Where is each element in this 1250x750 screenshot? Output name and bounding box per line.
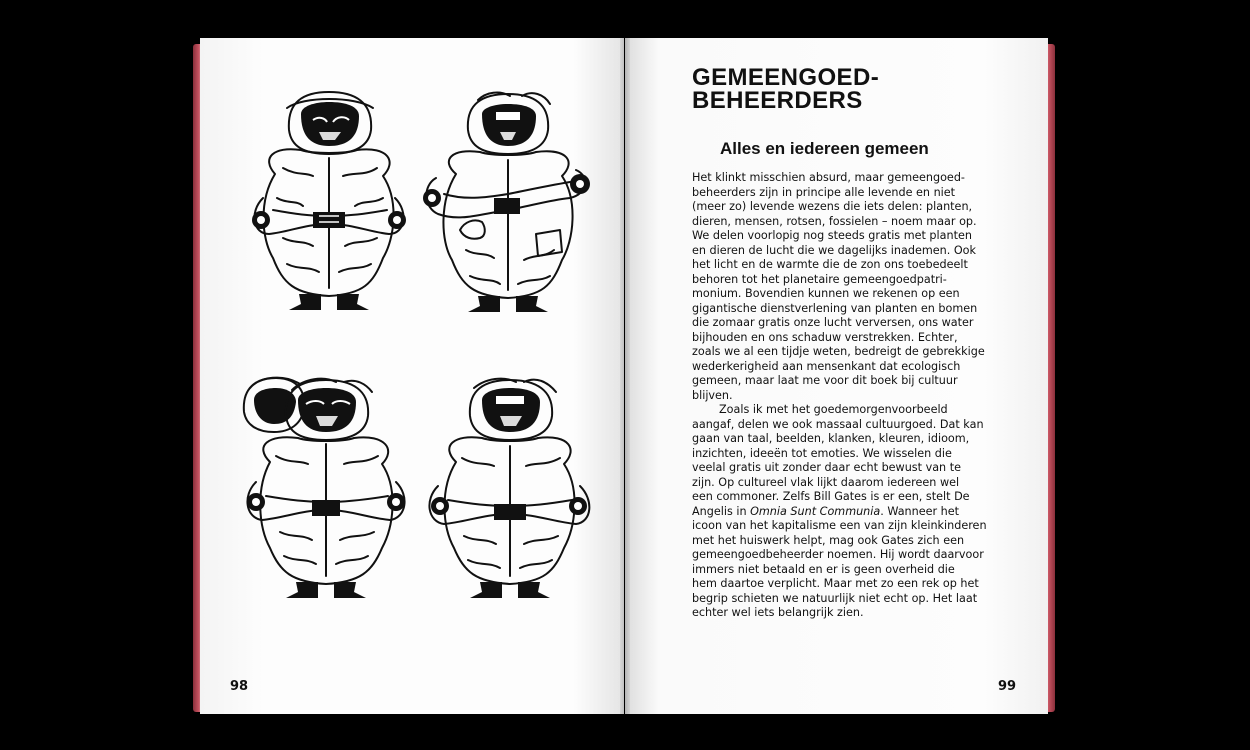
paragraph-1: [692, 171, 992, 403]
text-line: zoals we al een tijdje weten, bedreigt de gebrekkige: [692, 345, 985, 358]
text-line: gemeen, maar laat me voor dit boek bij cultuur: [692, 374, 958, 387]
text-line: [692, 505, 992, 520]
astronaut-pair-icon: [240, 372, 412, 604]
text-line: gigantische dienstverlening van planten en bomen: [692, 301, 978, 315]
text-line: zijn. Op cultureel vlak lijkt daarom iedereen wel: [692, 475, 960, 489]
astronaut-arms-crossed-icon: [420, 90, 595, 318]
chapter-title: [692, 66, 992, 112]
text-line: immers niet betaald en er is geen overheid die: [692, 562, 955, 576]
text-line: inzichten, ideeën tot emoties. We wisselen die: [692, 446, 952, 460]
text-line: bijhouden en ons schaduw verstrekken. Echter,: [692, 330, 958, 344]
section-title: Alles en iedereen gemeen: [720, 139, 929, 158]
text-line: Het klinkt misschien absurd, maar gemeengoed-: [692, 171, 965, 184]
astronaut-hands-clasped-icon: [424, 374, 594, 602]
text-line: gaan van taal, beelden, klanken, kleuren, idioom,: [692, 432, 970, 445]
text-line: wederkerigheid aan mensenkant dat ecologisch: [692, 359, 961, 373]
text-line: beheerders zijn in principe alle levende en niet: [692, 185, 956, 199]
text-fragment: . Wanneer het: [880, 504, 960, 518]
text-line: aangaf, delen we ook massaal cultuurgoed. Dat kan: [692, 417, 984, 431]
text-line: begrip schieten we natuurlijk niet echt op. Het laat: [692, 591, 978, 605]
text-fragment: Angelis in: [692, 504, 751, 518]
astronaut-arms-folded-icon: [243, 88, 413, 316]
text-line: echter wel iets belangrijk zien.: [692, 606, 864, 619]
text-line: veelal gratis uit zonder daar echt bewust van te: [692, 461, 961, 474]
text-line: (meer zo) levende wezens die iets delen: planten,: [692, 200, 973, 213]
text-line: en dieren de lucht die we dagelijks inademen. Ook: [692, 243, 976, 257]
text-line: blijven.: [692, 388, 733, 402]
text-line: het licht en de warmte die de zon ons toebedeelt: [692, 258, 968, 271]
chapter-title-line: BEHEERDERS: [692, 87, 863, 114]
text-line: met het huiswerk helpt, mag ook Gates zich een: [692, 533, 965, 547]
text-line: behoren tot het planetaire gemeengoedpatri-: [692, 272, 947, 286]
book-spine: [620, 38, 630, 714]
text-line: Zoals ik met het goedemorgenvoorbeeld: [719, 403, 948, 416]
right-page-number: 99: [998, 679, 1017, 694]
chapter-title-line: GEMEENGOED-: [692, 64, 880, 91]
body-text: [692, 171, 992, 621]
text-line: gemeengoedbeheerder noemen. Hij wordt daarvoor: [692, 548, 984, 561]
book-title: Omnia Sunt Communia: [750, 504, 881, 518]
text-line: die zomaar gratis onze lucht verversen, ons water: [692, 316, 974, 329]
left-page-number: 98: [230, 679, 249, 694]
text-line: een commoner. Zelfs Bill Gates is er een, stelt De: [692, 490, 970, 503]
paragraph-2: [692, 403, 992, 621]
text-line: icoon van het kapitalisme een van zijn kleinkinderen: [692, 519, 987, 532]
text-line: We delen voorlopig nog steeds gratis met planten: [692, 229, 972, 242]
text-line: monium. Bovendien kunnen we rekenen op een: [692, 287, 960, 300]
text-line: hem daartoe verplicht. Maar met zo een rek op het: [692, 577, 979, 590]
text-line: dieren, mensen, rotsen, fossielen – noem maar op.: [692, 214, 977, 228]
